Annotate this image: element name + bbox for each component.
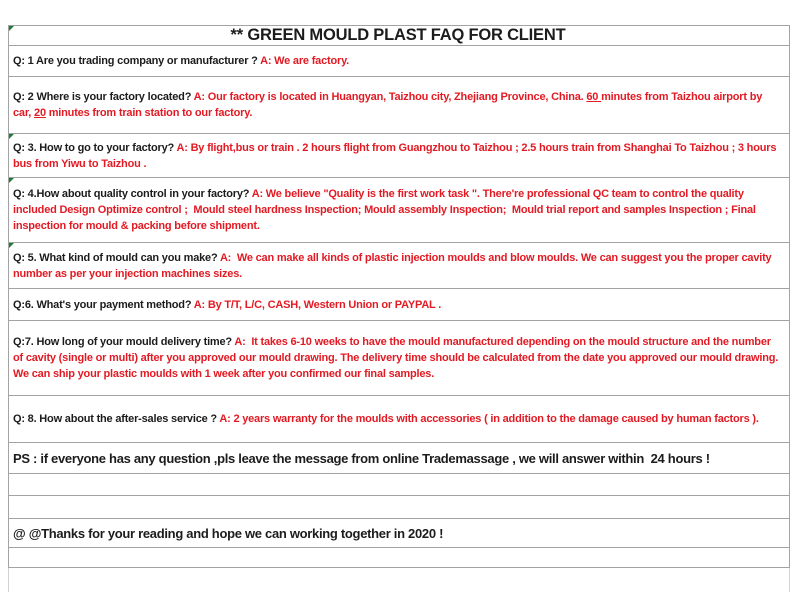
faq-row-title [9, 26, 789, 46]
answer-text: A: We are factory. [260, 55, 350, 67]
answer-text: minutes from Taizhou airport by car, [13, 91, 765, 119]
question-text: @ @Thanks for your reading and hope we can working together in 2020 ! [13, 525, 444, 541]
faq-row-q3 [9, 134, 789, 178]
answer-text: A: By flight,bus or train . 2 hours flight from Guangzhou to Taizhou ; 2.5 hours train from Shanghai To Taizhou ; 3 hours bus from Yiwu to Taizhou . [13, 141, 780, 170]
question-text: ** GREEN MOULD PLAST FAQ FOR CLIENT [230, 26, 566, 44]
answer-text: A: Our factory is located in Huangyan, Taizhou city, Zhejiang Province, China. [193, 91, 587, 103]
question-text: Q: 1 Are you trading company or manufacturer ? [13, 55, 261, 67]
faq-row-empty-1 [9, 474, 789, 496]
column-border-stub-right [789, 568, 790, 592]
faq-row-q5 [9, 243, 789, 289]
q1-text [13, 53, 783, 69]
question-text: Q: 5. What kind of mould can you make? [13, 251, 220, 264]
faq-row-q7 [9, 321, 789, 396]
faq-row-ps [9, 443, 789, 474]
q3-text [13, 140, 783, 172]
column-border-stub-left [8, 568, 9, 592]
answer-text: minutes from train station to our factory. [45, 107, 253, 119]
faq-sheet [8, 25, 790, 568]
answer-text: 20 [34, 107, 46, 119]
question-text: Q:6. What's your payment method? [13, 298, 194, 311]
answer-text: A: By T/T, L/C, CASH, Western Union or PAYPAL . [193, 298, 442, 311]
cell-comment-marker-icon [9, 243, 14, 248]
question-text: Q: 3. How to go to your factory? [13, 141, 177, 154]
q8-text [13, 411, 783, 427]
cell-comment-marker-icon [9, 178, 14, 183]
faq-row-q1 [9, 46, 789, 77]
question-text: PS : if everyone has any question ,pls leave the message from online Trademassage , we will answer within 24 hours ! [13, 450, 710, 466]
question-text: Q:7. How long of your mould delivery time? [13, 336, 235, 348]
question-text: Q: 8. How about the after-sales service ? [13, 413, 220, 425]
q5-text [13, 250, 783, 282]
q7-text [13, 334, 783, 382]
q4-text [13, 186, 783, 234]
answer-text: A: 2 years warranty for the moulds with accessories ( in addition to the damage caused by human factors ). [219, 413, 759, 425]
faq-row-q8 [9, 396, 789, 443]
title-text [13, 26, 783, 45]
thanks-text [13, 526, 783, 541]
faq-row-q4 [9, 178, 789, 243]
question-text: Q: 2 Where is your factory located? [13, 91, 194, 103]
question-text: Q: 4.How about quality control in your factory? [13, 188, 252, 200]
q6-text [13, 297, 783, 313]
faq-row-empty-3 [9, 548, 789, 568]
faq-row-thanks [9, 519, 789, 548]
answer-text: A: We can make all kinds of plastic injection moulds and blow moulds. We can suggest you the proper cavity number as per your injection machines sizes. [13, 251, 775, 280]
faq-row-q2 [9, 77, 789, 134]
cell-comment-marker-icon [9, 134, 14, 139]
faq-row-q6 [9, 289, 789, 321]
cell-comment-marker-icon [9, 26, 14, 31]
answer-text: 60 [586, 91, 602, 103]
answer-text: A: It takes 6-10 weeks to have the mould manufactured depending on the mould structure and the number of cavity (single or multi) after you approved our mould drawing. The delivery time should be calculated from the date you approved our mould drawing. We can ship your plastic moulds with 1 week after you confirmed our final samples. [13, 336, 782, 380]
ps-text [13, 451, 783, 466]
q2-text [13, 89, 783, 121]
faq-row-empty-2 [9, 496, 789, 519]
answer-text: A: We believe "Quality is the first work task ". There're professional QC team to control the quality included Design Optimize control ; Mould steel hardness Inspection; Mould assembly Inspection; Mould trial report and samples Inspection ; Final inspection for mould & packing before shipment. [13, 188, 759, 232]
